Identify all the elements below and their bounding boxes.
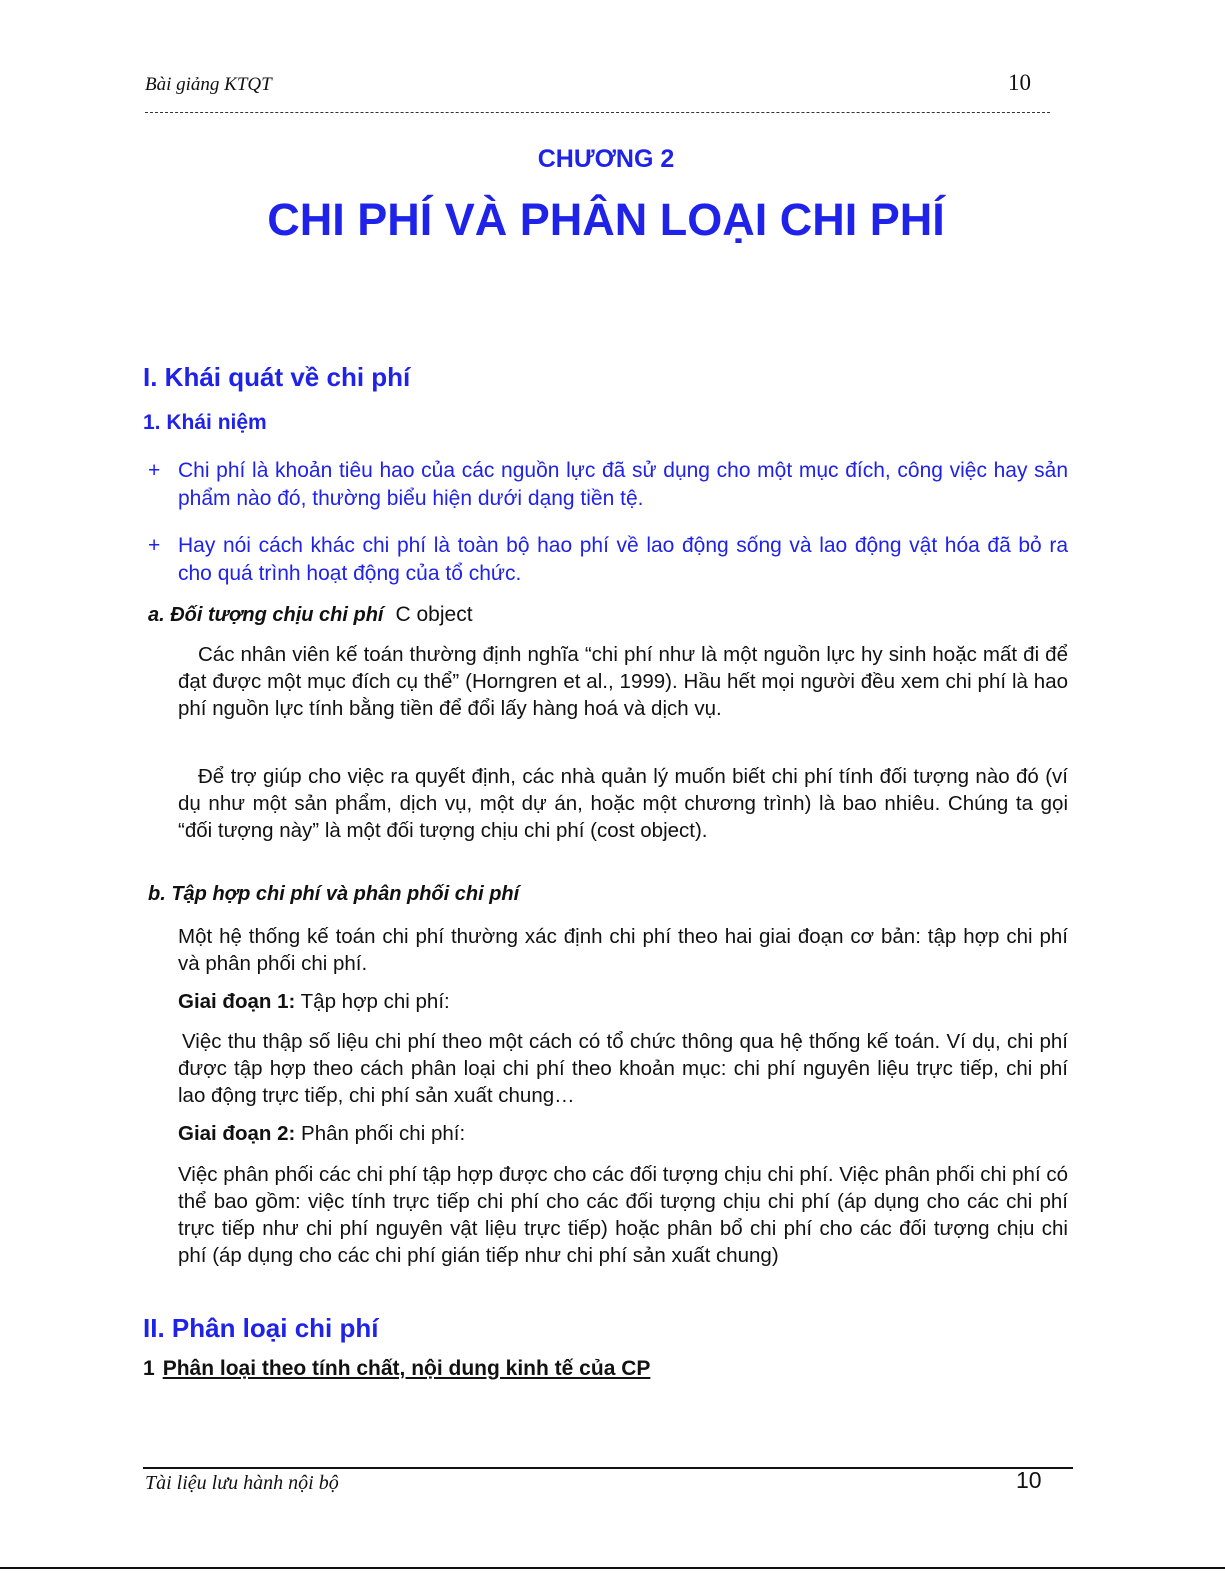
cost-object-note: C object <box>395 603 473 626</box>
phase-1-label: Giai đoạn 1: <box>178 990 296 1013</box>
phase-2-label: Giai đoạn 2: <box>178 1122 296 1145</box>
subsection-number: 1 <box>143 1357 155 1380</box>
paragraph: Để trợ giúp cho việc ra quyết định, các nhà quản lý muốn biết chi phí tính đối tượng nào đó (ví dụ như một sản phẩm, dịch vụ, một dự án, hoặc một chương trình) là bao nhiêu. Chúng ta gọi “đối tượng này” là một đối tượng chịu chi phí (cost object). <box>178 765 1068 842</box>
section-heading-2: II. Phân loại chi phí <box>143 1313 379 1343</box>
subsection-heading-khai-niem: 1. Khái niệm <box>143 411 267 434</box>
subheading-a-text: a. Đối tượng chịu chi phí <box>148 604 384 626</box>
bullet-mark: + <box>148 459 161 482</box>
paragraph: Một hệ thống kế toán chi phí thường xác định chi phí theo hai giai đoạn cơ bản: tập hợp chi phí và phân phối chi phí. <box>178 925 1068 975</box>
header-divider <box>145 112 1050 113</box>
bullet-item <box>148 532 1068 588</box>
subsection-title: Phân loại theo tính chất, nội dung kinh tế của CP <box>162 1357 651 1380</box>
phase-2-title: Phân phối chi phí: <box>301 1122 466 1145</box>
bullet-mark: + <box>148 534 161 557</box>
paragraph: Việc phân phối các chi phí tập hợp được cho các đối tượng chịu chi phí. Việc phân phối chi phí có thể bao gồm: việc tính trực tiếp chi phí cho các đối tượng chịu chi phí (áp dụng cho các chi phí trực tiếp như chi phí nguyên vật liệu trực tiếp) hoặc phân bổ chi phí cho các đối tượng chịu chi phí (áp dụng cho các chi phí gián tiếp như chi phí sản xuất chung) <box>178 1163 1068 1267</box>
footer-page-number: 10 <box>1016 1467 1042 1493</box>
bullet-item <box>148 457 1068 513</box>
phase-1-title: Tập hợp chi phí: <box>300 990 450 1013</box>
subsection-heading-classification <box>143 1357 650 1381</box>
phase-2-heading <box>178 1122 465 1146</box>
phase-1-heading <box>178 990 450 1014</box>
bullet-text: Chi phí là khoản tiêu hao của các nguồn lực đã sử dụng cho một mục đích, công việc hay sản phẩm nào đó, thường biểu hiện dưới dạng tiền tệ. <box>178 459 1068 510</box>
paragraph: Việc thu thập số liệu chi phí theo một cách có tổ chức thông qua hệ thống kế toán. Ví dụ, chi phí được tập hợp theo cách phân loại chi phí theo khoản mục: chi phí nguyên liệu trực tiếp, chi phí lao động trực tiếp, chi phí sản xuất chung… <box>178 1030 1068 1107</box>
header-title: Bài giảng KTQT <box>145 74 272 95</box>
chapter-label: CHƯƠNG 2 <box>537 145 675 173</box>
chapter-title: CHI PHÍ VÀ PHÂN LOẠI CHI PHÍ <box>267 194 945 245</box>
footer-divider <box>143 1467 1073 1469</box>
page-bottom-border <box>0 1567 1225 1569</box>
footer-title: Tài liệu lưu hành nội bộ <box>145 1472 339 1494</box>
subheading-b: b. Tập hợp chi phí và phân phối chi phí <box>148 883 520 905</box>
bullet-text: Hay nói cách khác chi phí là toàn bộ hao phí về lao động sống và lao động vật hóa đã bỏ ra cho quá trình hoạt động của tổ chức. <box>178 534 1068 585</box>
section-heading-1: I. Khái quát về chi phí <box>143 362 411 392</box>
subheading-a <box>148 603 473 627</box>
header-page-number: 10 <box>1008 70 1031 95</box>
paragraph: Các nhân viên kế toán thường định nghĩa “chi phí như là một nguồn lực hy sinh hoặc mất đi để đạt được một mục đích cụ thể” (Horngren et al., 1999). Hầu hết mọi người đều xem chi phí là hao phí nguồn lực tính bằng tiền để đổi lấy hàng hoá và dịch vụ. <box>178 643 1068 720</box>
